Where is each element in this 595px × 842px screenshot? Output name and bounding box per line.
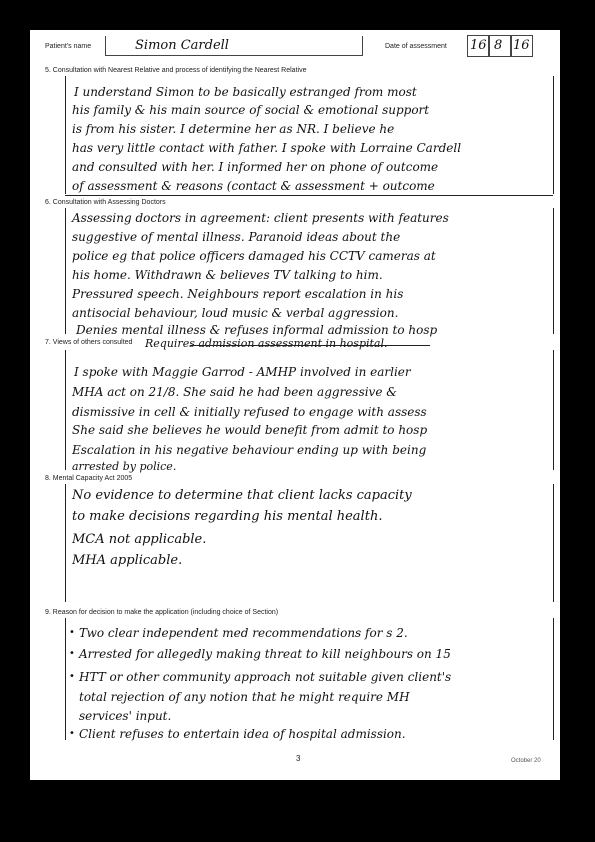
doctors-line-8: Requires admission assessment in hospital. <box>145 337 388 350</box>
document-page-number: 54 <box>288 815 307 830</box>
others-line-4: She said she believes he would benefit from admit to hosp <box>72 423 428 437</box>
others-line-1: I spoke with Maggie Garrod - AMHP involved in earlier <box>74 365 411 379</box>
doctors-line-5: Pressured speech. Neighbours report escalation in his <box>72 287 404 301</box>
doctors-line-2: suggestive of mental illness. Paranoid ideas about the <box>72 230 401 244</box>
section-5-right-rule <box>553 76 554 194</box>
doctors-line-7: Denies mental illness & refuses informal admission to hosp <box>76 323 438 337</box>
date-label: Date of assessment <box>385 43 447 50</box>
section-6-left-rule <box>65 208 66 334</box>
mca-line-4: MHA applicable. <box>72 553 183 568</box>
doctors-line-1: Assessing doctors in agreement: client presents with features <box>72 211 449 225</box>
form-page-number: 3 <box>296 754 301 763</box>
date-year: 16 <box>513 38 530 53</box>
section-7-left-rule <box>65 350 66 470</box>
reason-line-2: Arrested for allegedly making threat to kill neighbours on 15 <box>79 647 451 661</box>
form-version: October 20 <box>511 758 541 764</box>
section-9-right-rule <box>553 618 554 740</box>
section-5-title: 5. Consultation with Nearest Relative and process of identifying the Nearest Relative <box>45 67 307 74</box>
nr-line-1: I understand Simon to be basically estranged from most <box>74 85 417 99</box>
patient-name-label: Patient's name <box>45 43 92 50</box>
section-7-right-rule <box>553 350 554 470</box>
nr-line-6: of assessment & reasons (contact & assessment + outcome <box>72 179 435 193</box>
nr-line-3: is from his sister. I determine her as NR. I believe he <box>72 122 395 136</box>
reason-line-4: total rejection of any notion that he might require MH <box>79 690 410 704</box>
section-5-left-rule <box>65 76 66 194</box>
reason-line-5: services' input. <box>79 709 172 723</box>
others-line-6: arrested by police. <box>72 460 177 473</box>
nr-line-4: has very little contact with father. I spoke with Lorraine Cardell <box>72 141 462 155</box>
doctors-line-3: police eg that police officers damaged his CCTV cameras at <box>72 249 436 263</box>
reason-bullet-2: • <box>69 648 75 659</box>
date-month: 8 <box>494 38 503 53</box>
doctors-line-4: his home. Withdrawn & believes TV talking to him. <box>72 268 383 282</box>
section-9-title: 9. Reason for decision to make the application (including choice of Section) <box>45 609 279 616</box>
section-6-right-rule <box>553 208 554 334</box>
section-6-title: 6. Consultation with Assessing Doctors <box>45 199 166 206</box>
others-line-3: dismissive in cell & initially refused to engage with assess <box>72 405 427 419</box>
others-line-5: Escalation in his negative behaviour ending up with being <box>72 443 427 457</box>
mca-line-2: to make decisions regarding his mental health. <box>72 509 383 524</box>
section-9-left-rule <box>65 618 66 740</box>
section-8-right-rule <box>553 484 554 602</box>
section-5-bottom-rule <box>65 195 553 196</box>
section-8-title: 8. Mental Capacity Act 2005 <box>45 475 133 482</box>
section-8-left-rule <box>65 484 66 602</box>
mca-line-1: No evidence to determine that client lacks capacity <box>72 488 412 503</box>
others-line-2: MHA act on 21/8. She said he had been aggressive & <box>72 385 397 399</box>
nr-line-5: and consulted with her. I informed her on phone of outcome <box>72 160 439 174</box>
reason-line-1: Two clear independent med recommendations for s 2. <box>79 626 408 640</box>
date-day: 16 <box>470 38 487 53</box>
nr-line-2: his family & his main source of social & emotional support <box>72 103 430 117</box>
doctors-line-6: antisocial behaviour, loud music & verbal aggression. <box>72 306 399 320</box>
reason-line-3: HTT or other community approach not suitable given client's <box>79 670 452 684</box>
reason-line-6: Client refuses to entertain idea of hospital admission. <box>79 727 406 741</box>
reason-bullet-1: • <box>69 627 75 638</box>
patient-name: Simon Cardell <box>135 38 229 53</box>
strikethrough <box>190 345 430 346</box>
reason-bullet-4: • <box>69 728 75 739</box>
mca-line-3: MCA not applicable. <box>72 532 207 547</box>
section-7-title: 7. Views of others consulted <box>45 339 133 346</box>
reason-bullet-3: • <box>69 671 75 682</box>
